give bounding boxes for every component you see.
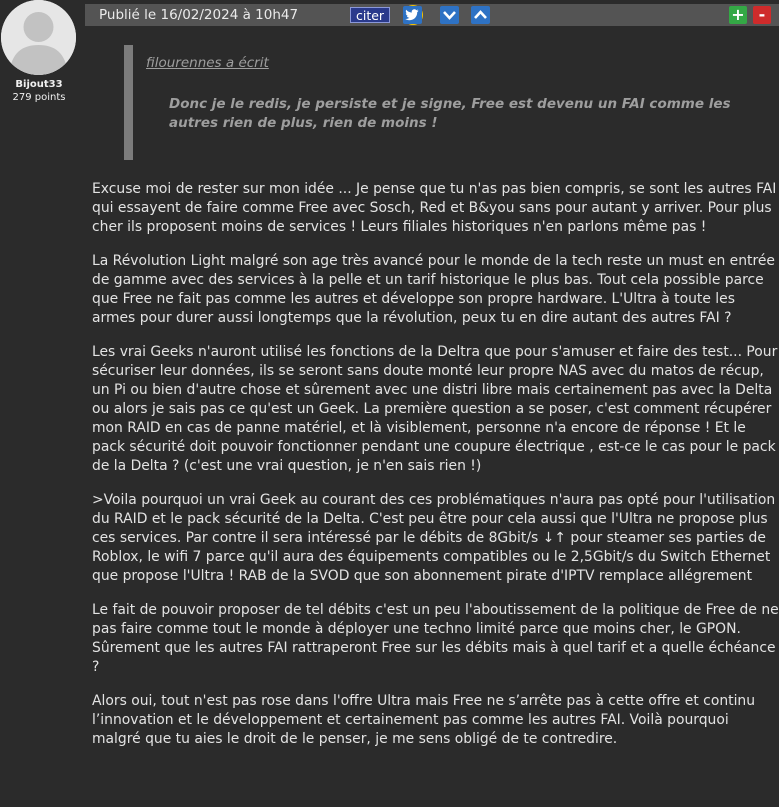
- post-paragraph: >Voila pourquoi un vrai Geek au courant des ces problématiques n'aura pas opté pour l'utilisation du RAID et le pack sécurité de la Delta. C'est peu être pour cela aussi que l'Ultra ne propose plus ces services. Par contre il sera intéressé par le débits de 8Gbit/s ↓↑ pour steamer ses parties de Roblox, le wifi 7 parce qu'il aura des équipements compatibles ou le 2,5Gbit/s du Switch Ethernet que propose l'Ultra ! RAB de la SVOD que son abonnement pirate d'IPTV remplace allégrement: [92, 492, 776, 584]
- quote-author-link[interactable]: filourennes a écrit: [146, 55, 269, 71]
- chevron-up-icon: [471, 6, 490, 24]
- avatar[interactable]: [1, 0, 76, 75]
- chevron-down-icon: [440, 6, 459, 24]
- post-paragraph: Le fait de pouvoir proposer de tel débits c'est un peu l'aboutissement de la politique de Free de ne pas faire comme tout le monde à déployer une techno limité parce que moins cher, le GPON. Sûrement que les autres FAI rattraperont Free sur les débits mais à quel tarif et a quelle échéance ?: [92, 602, 779, 675]
- post-date: Publié le 16/02/2024 à 10h47: [99, 7, 299, 23]
- downvote-button[interactable]: -: [753, 6, 771, 24]
- twitter-share-button[interactable]: [403, 6, 422, 24]
- author-points: 279 points: [12, 92, 66, 103]
- scroll-up-button[interactable]: [471, 6, 490, 24]
- post-paragraph: Alors oui, tout n'est pas rose dans l'offre Ultra mais Free ne s’arrête pas à cette offre et continu l’innovation et le développement et certainement pas comme les autres FAI. Voilà pourquoi malgré que tu aies le droit de le penser, je me sens obligé de te contredire.: [92, 693, 756, 747]
- post-header: [85, 4, 779, 26]
- user-silhouette-icon: [1, 0, 76, 75]
- post-paragraph: Excuse moi de rester sur mon idée ... Je pense que tu n'as pas bien compris, se sont les autres FAI qui essayent de faire comme Free avec Sosch, Red et B&you sans pour autant y arriver. Pour plus cher ils proposent moins de services ! Leurs filiales historiques n'en parlons même pas !: [92, 181, 777, 235]
- twitter-icon: [403, 6, 422, 24]
- post-body: [92, 180, 779, 764]
- quote-text: Donc je le redis, je persiste et je signe, Free est devenu un FAI comme les autres rien de plus, rien de moins !: [169, 96, 731, 131]
- author-username[interactable]: Bijout33: [15, 79, 63, 90]
- upvote-button[interactable]: +: [729, 6, 747, 24]
- post-paragraph: Les vrai Geeks n'auront utilisé les fonctions de la Deltra que pour s'amuser et faire des test... Pour sécuriser leur données, ils se seront sans doute monté leur propre NAS avec du matos de récup, un Pi ou bien d'autre chose et sûrement avec une distri libre mais certainement pas avec la Delta ou alors je sais pas ce qu'est un Geek. La première question a se poser, c'est comment récupérer mon RAID en cas de panne matériel, et là visiblement, personne n'a encore de réponse ! Et le pack sécurité doit pouvoir fonctionner pendant une coupure électrique , est-ce le cas pour le pack de la Delta ? (c'est une vrai question, je n'en sais rien !): [92, 344, 778, 474]
- scroll-down-button[interactable]: [440, 6, 459, 24]
- citer-button[interactable]: citer: [350, 7, 390, 23]
- quote-bar: [124, 45, 133, 160]
- post-paragraph: La Révolution Light malgré son age très avancé pour le monde de la tech reste un must en entrée de gamme avec des services à la pelle et un tarif historique le plus bas. Tout cela possible parce que Free ne fait pas comme les autres et développe son propre hardware. L'Ultra à toute les armes pour durer aussi longtemps que la révolution, peux tu en dire autant des autres FAI ?: [92, 253, 775, 326]
